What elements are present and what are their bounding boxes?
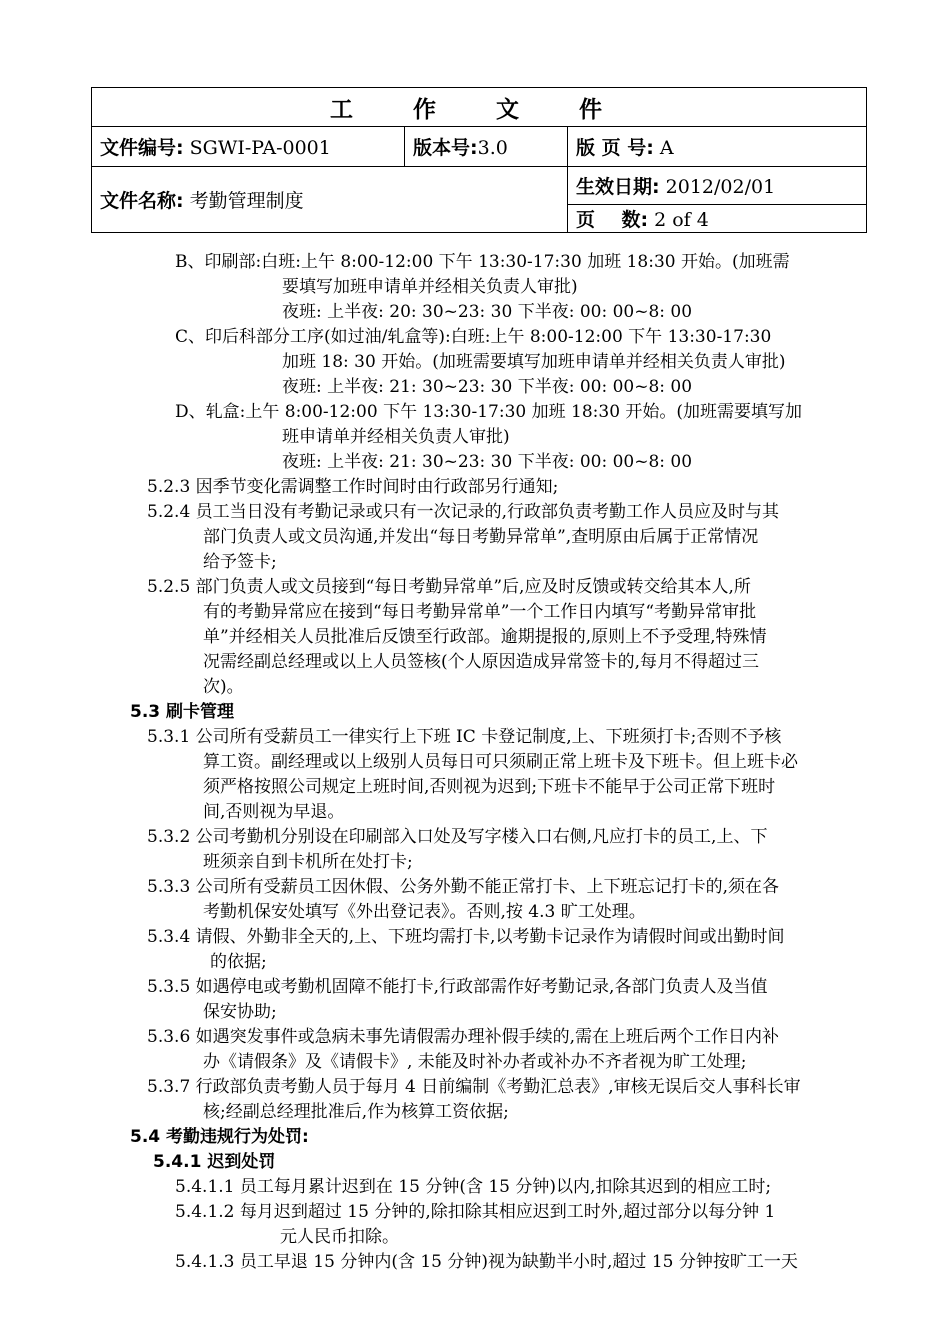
body-line: 核;经副总经理批准后,作为核算工资依据;	[203, 1102, 509, 1122]
body-line: 5.3.7 行政部负责考勤人员于每月 4 日前编制《考勤汇总表》,审核无误后交人事科长审	[147, 1077, 801, 1097]
body-line: 办《请假条》及《请假卡》, 未能及时补办者或补办不齐者视为旷工处理;	[203, 1052, 747, 1072]
body-line: 夜班: 上半夜: 21: 30~23: 30 下半夜: 00: 00~8: 00	[282, 452, 693, 472]
doc-number-label: 文件编号:	[100, 137, 184, 159]
subsection-heading: 5.4.1 迟到处罚	[153, 1152, 276, 1172]
effective-date-cell	[568, 167, 867, 205]
body-line: 保安协助;	[203, 1002, 277, 1022]
body-line: 5.4.1.1 员工每月累计迟到在 15 分钟(含 15 分钟)以内,扣除其迟到的相应工时;	[175, 1177, 772, 1197]
body-line: 单”并经相关人员批准后反馈至行政部。逾期提报的,原则上不予受理,特殊情	[203, 627, 767, 647]
section-heading: 5.4 考勤违规行为处罚:	[130, 1127, 309, 1147]
version-cell	[405, 127, 568, 167]
doc-number-value: SGWI-PA-0001	[189, 137, 331, 159]
body-line: 5.2.3 因季节变化需调整工作时间时由行政部另行通知;	[147, 477, 559, 497]
body-line: 算工资。副经理或以上级别人员每日可只须刷正常上班卡及下班卡。但上班卡必	[203, 752, 798, 772]
body-line: 夜班: 上半夜: 21: 30~23: 30 下半夜: 00: 00~8: 00	[282, 377, 693, 397]
page-version-value: A	[659, 137, 674, 159]
body-line: 5.3.4 请假、外勤非全天的,上、下班均需打卡,以考勤卡记录作为请假时间或出勤时间	[147, 927, 785, 947]
page-version-label: 版 页 号:	[576, 137, 654, 159]
doc-name-label: 文件名称:	[100, 190, 184, 212]
body-line: 5.3.1 公司所有受薪员工一律实行上下班 IC 卡登记制度,上、下班须打卡;否则不予核	[147, 727, 782, 747]
body-line: 考勤机保安处填写《外出登记表》。否则,按 4.3 旷工处理。	[203, 902, 646, 922]
body-line: 5.3.2 公司考勤机分别设在印刷部入口处及写字楼入口右侧,凡应打卡的员工,上、下	[147, 827, 768, 847]
body-line: 5.4.1.2 每月迟到超过 15 分钟的,除扣除其相应迟到工时外,超过部分以每分钟 1	[175, 1202, 776, 1222]
page-count-value: 2 of 4	[654, 209, 709, 231]
document-header-table	[91, 87, 867, 233]
body-line: 5.4.1.3 员工早退 15 分钟内(含 15 分钟)视为缺勤半小时,超过 15 分钟按旷工一天	[175, 1252, 798, 1272]
document-title: 工 作 文 件	[92, 88, 867, 127]
doc-name-cell	[92, 167, 568, 233]
body-line: 间,否则视为早退。	[203, 802, 345, 822]
version-value: 3.0	[477, 137, 508, 159]
body-line: 5.3.6 如遇突发事件或急病未事先请假需办理补假手续的,需在上班后两个工作日内补	[147, 1027, 780, 1047]
body-line: 元人民币扣除。	[280, 1227, 399, 1247]
section-heading: 5.3 刷卡管理	[130, 702, 235, 722]
doc-number-cell	[92, 127, 405, 167]
body-line: 况需经副总经理或以上人员签核(个人原因造成异常签卡的,每月不得超过三	[203, 652, 760, 672]
body-line: 班须亲自到卡机所在处打卡;	[203, 852, 413, 872]
body-line: 5.3.3 公司所有受薪员工因休假、公务外勤不能正常打卡、上下班忘记打卡的,须在各	[147, 877, 780, 897]
body-line: 加班 18: 30 开始。(加班需要填写加班申请单并经相关负责人审批)	[282, 352, 786, 372]
body-line: 5.2.4 员工当日没有考勤记录或只有一次记录的,行政部负责考勤工作人员应及时与其	[147, 502, 780, 522]
body-line: 部门负责人或文员沟通,并发出“每日考勤异常单”,查明原由后属于正常情况	[203, 527, 759, 547]
page-count-cell	[568, 205, 867, 233]
body-line: 次)。	[203, 677, 244, 697]
body-line: 夜班: 上半夜: 20: 30~23: 30 下半夜: 00: 00~8: 00	[282, 302, 693, 322]
body-line: D、轧盒:上午 8:00-12:00 下午 13:30-17:30 加班 18:30 开始。(加班需要填写加	[175, 402, 803, 422]
body-line: 班申请单并经相关负责人审批)	[282, 427, 510, 447]
body-line: C、印后科部分工序(如过油/轧盒等):白班:上午 8:00-12:00 下午 13:30-17:30	[175, 327, 772, 347]
body-line: 给予签卡;	[203, 552, 277, 572]
effective-date-label: 生效日期:	[576, 176, 660, 198]
version-label: 版本号:	[413, 137, 478, 159]
body-line: 5.3.5 如遇停电或考勤机固障不能打卡,行政部需作好考勤记录,各部门负责人及当值	[147, 977, 768, 997]
body-line: 的依据;	[210, 952, 267, 972]
page-count-label: 页 数:	[576, 209, 649, 231]
effective-date-value: 2012/02/01	[665, 176, 776, 198]
body-line: 须严格按照公司规定上班时间,否则视为迟到;下班卡不能早于公司正常下班时	[203, 777, 776, 797]
body-line: 要填写加班申请单并经相关负责人审批)	[282, 277, 578, 297]
body-line: 有的考勤异常应在接到“每日考勤异常单”一个工作日内填写“考勤异常审批	[203, 602, 757, 622]
page-version-cell	[568, 127, 867, 167]
body-line: 5.2.5 部门负责人或文员接到“每日考勤异常单”后,应及时反馈或转交给其本人,所	[147, 577, 751, 597]
doc-name-value: 考勤管理制度	[189, 190, 304, 212]
body-line: B、印刷部:白班:上午 8:00-12:00 下午 13:30-17:30 加班 18:30 开始。(加班需	[175, 252, 790, 272]
